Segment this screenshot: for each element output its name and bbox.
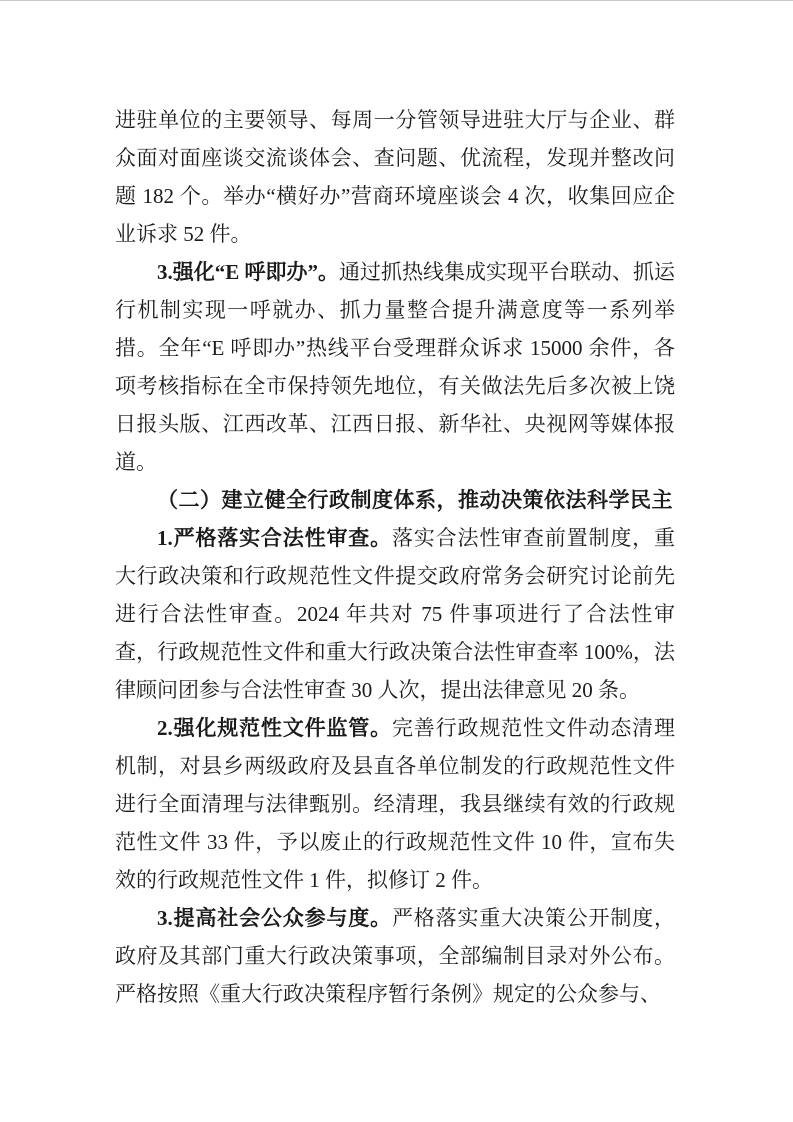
paragraph-public-participation <box>115 899 675 1013</box>
paragraph-normative-documents <box>115 709 675 899</box>
paragraph-lead: 1.严格落实合法性审查。 <box>157 526 392 550</box>
section-heading-text: （二）建立健全行政制度体系，推动决策依法科学民主 <box>157 488 673 512</box>
paragraph-e-hu-ji-ban <box>115 253 675 481</box>
scan-edge-line <box>0 0 793 1</box>
paragraph-legality-review <box>115 519 675 709</box>
paragraph-text: 完善行政规范性文件动态清理机制，对县乡两级政府及县直各单位制发的行政规范性文件进行全面清理与法律甄别。经清理，我县继续有效的行政规范性文件 33 件，予以废止的行政规范性文件 10 件，宣布失效的行政规范性文件 1 件，拟修订 2 件。 <box>115 716 676 892</box>
document-body <box>115 101 675 1013</box>
paragraph-text: 严格落实重大决策公开制度，政府及其部门重大行政决策事项，全部编制目录对外公布。严格按照《重大行政决策程序暂行条例》规定的公众参与、 <box>115 906 676 1006</box>
paragraph-text: 通过抓热线集成实现平台联动、抓运行机制实现一呼就办、抓力量整合提升满意度等一系列举措。全年“E 呼即办”热线平台受理群众诉求 15000 余件，各项考核指标在全市保持领先地位，有关做法先后多次被上饶日报头版、江西改革、江西日报、新华社、央视网等媒体报道。 <box>115 260 676 474</box>
paragraph-continuation <box>115 101 675 253</box>
paragraph-lead: 3.提高社会公众参与度。 <box>157 906 392 930</box>
paragraph-lead: 2.强化规范性文件监管。 <box>157 716 392 740</box>
section-heading <box>115 481 675 519</box>
paragraph-text: 进驻单位的主要领导、每周一分管领导进驻大厅与企业、群众面对面座谈交流谈体会、查问题、优流程，发现并整改问题 182 个。举办“横好办”营商环境座谈会 4 次，收集回应企业诉求 52 件。 <box>115 108 675 246</box>
paragraph-lead: 3.强化“E 呼即办”。 <box>157 260 340 284</box>
paragraph-text: 落实合法性审查前置制度，重大行政决策和行政规范性文件提交政府常务会研究讨论前先进行合法性审查。2024 年共对 75 件事项进行了合法性审查，行政规范性文件和重大行政决策合法性审查率 100%，法律顾问团参与合法性审查 30 人次，提出法律意见 20 条。 <box>115 526 676 702</box>
